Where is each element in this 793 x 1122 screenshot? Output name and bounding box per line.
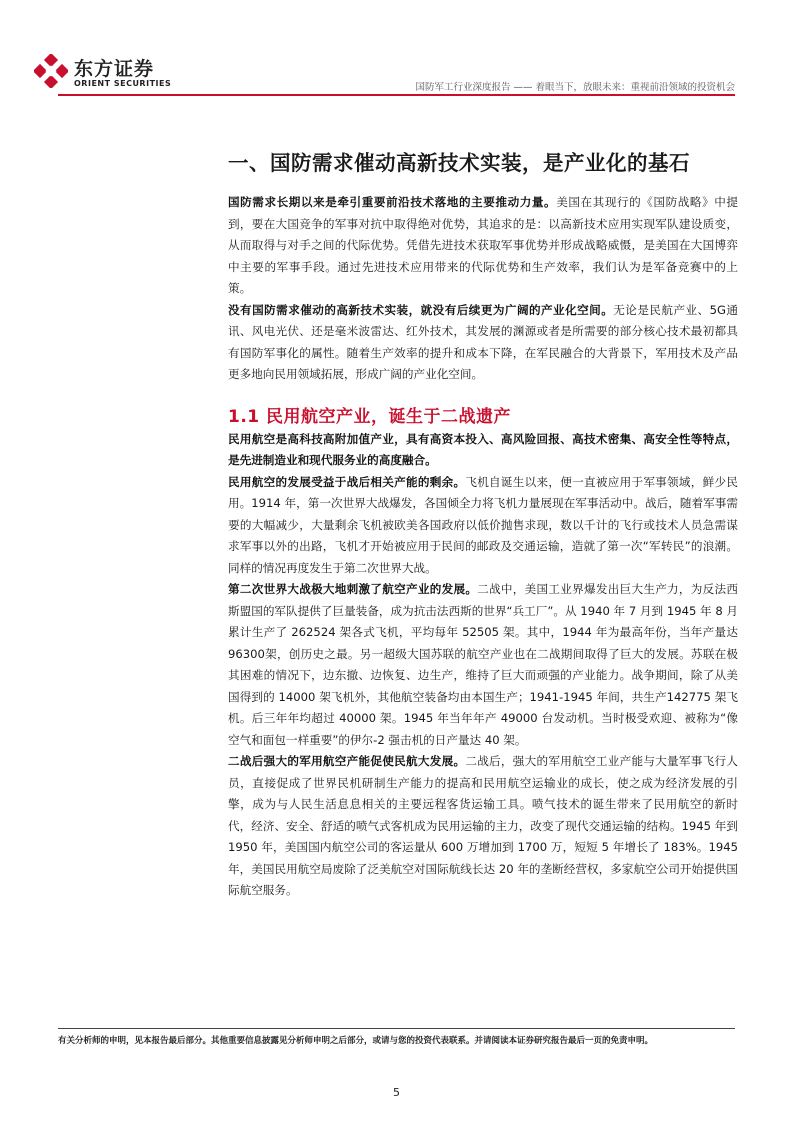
subsection-paragraph-2	[228, 472, 738, 580]
paragraph-lead: 二战后强大的军用航空产能促使民航大发展。	[228, 754, 466, 768]
header-divider	[58, 94, 735, 96]
paragraph-lead: 民用航空是高科技高附加值产业，具有高资本投入、高风险回报、高技术密集、高安全性等特点，是先进制造业和现代服务业的高度融合。	[228, 431, 738, 467]
subsection-paragraph-4	[228, 751, 738, 902]
logo-chinese-name: 东方证券	[74, 58, 155, 80]
footer-disclaimer: 有关分析师的申明，见本报告最后部分。其他重要信息披露见分析师申明之后部分，或请与您的投资代表联系。并请阅读本证券研究报告最后一页的免责申明。	[58, 1036, 654, 1046]
orient-logo-icon	[34, 54, 68, 88]
paragraph-lead: 民用航空的发展受益于战后相关产能的剩余。	[228, 474, 466, 489]
paragraph-lead: 第二次世界大战极大地刺激了航空产业的发展。	[228, 582, 478, 596]
paragraph-body: 飞机自诞生以来，便一直被应用于军事领域，鲜少民用。1914 年，第一次世界大战爆发，各国倾全力将飞机力量展现在军事活动中。战后，随着军事需要的大幅减少，大量剩余飞机被欧美各国政府以低价抛售求现，数以千计的飞行或技术人员急需谋求军事以外的出路，飞机才开始被应用于民间的邮政及交通运输，造就了第一次“军转民”的浪潮。同样的情况再度发生于第二次世界大战。	[228, 474, 738, 575]
footer-divider	[58, 1028, 735, 1029]
report-header-title: 国防军工行业深度报告 —— 着眼当下，放眼未来：重视前沿领域的投资机会	[415, 82, 735, 93]
paragraph-body: 无论是民航产业、5G通讯、风电光伏、还是毫米波雷达、红外技术，其发展的渊源或者是所需要的部分核心技术最初都具有国防军事化的属性。随着生产效率的提升和成本下降，在军民融合的大背景下，军用技术及产品更多地向民用领域拓展，形成广阔的产业化空间。	[228, 302, 738, 381]
main-content	[228, 146, 738, 902]
subsection-paragraph-1	[228, 429, 738, 472]
section-paragraph-1	[228, 192, 738, 300]
section-paragraph-2	[228, 300, 738, 386]
paragraph-body: 二战中，美国工业界爆发出巨大生产力，为反法西斯盟国的军队提供了巨量装备，成为抗击法西斯的世界“兵工厂”。从 1940 年 7 月到 1945 年 8 月累计生产了 262524 架各式飞机，平均每年 52505 架。其中，1944 年为最高年份，当年产量达 96300架，创历史之最。另一超级大国苏联的航空产业也在二战期间取得了巨大的发展。苏联在极其困难的情况下，边东撤、边恢复、边生产，维持了巨大而顽强的产业能力。战争期间，除了从美国得到的 14000 架飞机外，其他航空装备均由本国生产；1941-1945 年间，共生产142775 架飞机。后三年年均超过 40000 架。1945 年当年年产 49000 台发动机。当时极受欢迎、被称为“像空气和面包一样重要”的伊尔-2 强击机的日产量达 40 架。	[228, 582, 738, 747]
page-number: 5	[393, 1086, 400, 1099]
subsection-title: 1.1 民用航空产业，诞生于二战遗产	[228, 406, 512, 427]
paragraph-body: 二战后，强大的军用航空工业产能与大量军事飞行人员，直接促成了世界民机研制生产能力的提高和民用航空运输业的成长，使之成为经济发展的引擎，成为与人民生活息息相关的主要远程客货运输工具。喷气技术的诞生带来了民用航空的新时代，经济、安全、舒适的喷气式客机成为民用运输的主力，改变了现代交通运输的结构。1945 年到 1950 年，美国国内航空公司的客运量从 600 万增加到 1700 万，短短 5 年增长了 183%。1945 年，美国民用航空局废除了泛美航空对国际航线长达 20 年的垄断经营权，多家航空公司开始提供国际航空服务。	[228, 754, 738, 897]
subsection-paragraph-3	[228, 579, 738, 751]
paragraph-lead: 国防需求长期以来是牵引重要前沿技术落地的主要推动力量。	[228, 195, 557, 209]
section-title: 一、国防需求催动高新技术实装，是产业化的基石	[228, 151, 690, 175]
paragraph-lead: 没有国防需求催动的高新技术实装，就没有后续更为广阔的产业化空间。	[228, 302, 614, 317]
logo-english-name: ORIENT SECURITIES	[74, 79, 172, 88]
paragraph-body: 美国在其现行的《国防战略》中提到，要在大国竞争的军事对抗中取得绝对优势，其追求的是：以高新技术应用实现军队建设质变，从而取得与对手之间的代际优势。凭借先进技术获取军事优势并形成战略威慑，是美国在大国博弈中主要的军事手段。通过先进技术应用带来的代际优势和生产效率，我们认为是军备竞赛中的上策。	[228, 195, 738, 295]
orient-securities-logo	[34, 52, 174, 94]
